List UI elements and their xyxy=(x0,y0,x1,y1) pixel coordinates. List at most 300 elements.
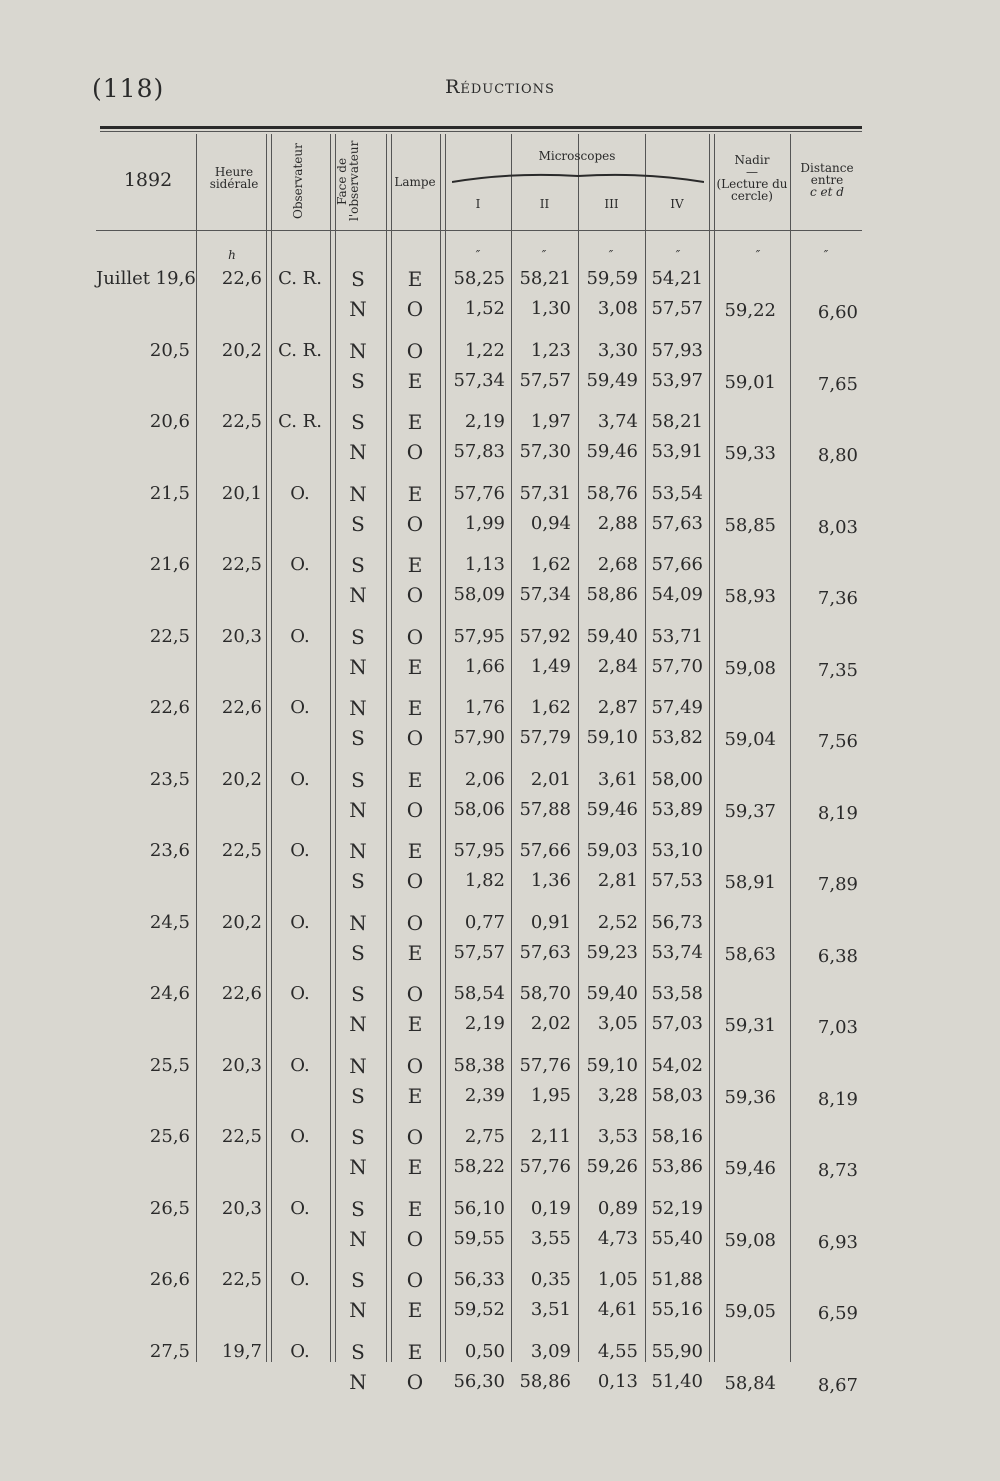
cell-micro-2: 3,09 xyxy=(530,1340,571,1362)
cell-nadir: 59,37 xyxy=(724,800,776,822)
cell-micro-1: 1,82 xyxy=(464,870,505,891)
cell-micro-2: 57,63 xyxy=(519,941,571,963)
cell-micro-1: 59,55 xyxy=(453,1227,505,1249)
unit-micro-2: ″ xyxy=(541,248,547,262)
cell-face: N xyxy=(349,481,367,506)
cell-micro-4: 53,89 xyxy=(651,798,703,820)
cell-micro-4: 55,90 xyxy=(651,1340,703,1362)
cell-micro-4: 53,97 xyxy=(651,369,703,391)
cell-lamp: O xyxy=(406,1268,424,1292)
cell-micro-3: 59,03 xyxy=(586,840,638,861)
cell-micro-2: 57,31 xyxy=(519,482,571,504)
cell-micro-2: 58,21 xyxy=(519,268,571,289)
cell-lamp: E xyxy=(407,839,423,863)
cell-observer: O. xyxy=(290,983,310,1004)
cell-micro-2: 57,76 xyxy=(519,1156,571,1177)
cell-face: N xyxy=(349,440,367,464)
cell-observer: C. R. xyxy=(278,268,322,289)
cell-micro-4: 54,02 xyxy=(651,1054,703,1076)
cell-micro-1: 2,19 xyxy=(464,1013,505,1034)
cell-micro-3: 59,59 xyxy=(586,268,638,289)
table-row xyxy=(0,483,1000,553)
unit-micro-3: ″ xyxy=(608,248,614,262)
cell-micro-4: 57,66 xyxy=(651,554,703,575)
cell-micro-2: 1,97 xyxy=(530,411,571,432)
cell-micro-4: 52,19 xyxy=(651,1197,703,1219)
cell-date: 24,5 xyxy=(149,911,190,933)
cell-micro-4: 53,54 xyxy=(651,482,703,504)
cell-micro-2: 57,76 xyxy=(519,1054,571,1076)
cell-nadir: 59,22 xyxy=(724,300,776,321)
cell-observer: O. xyxy=(290,840,310,861)
cell-face: N xyxy=(349,654,367,679)
cell-face: S xyxy=(351,624,365,649)
cell-distance: 7,35 xyxy=(817,659,858,681)
cell-micro-3: 2,88 xyxy=(597,512,638,534)
cell-face: N xyxy=(349,696,367,720)
cell-micro-3: 59,49 xyxy=(586,369,638,391)
cell-nadir: 59,36 xyxy=(724,1086,776,1108)
cell-micro-4: 53,58 xyxy=(651,983,703,1004)
cell-distance: 7,89 xyxy=(817,874,858,895)
cell-micro-2: 3,51 xyxy=(530,1299,571,1320)
cell-observer: O. xyxy=(290,911,310,933)
cell-distance: 8,03 xyxy=(817,516,858,538)
cell-micro-3: 59,26 xyxy=(586,1156,638,1177)
cell-micro-4: 57,63 xyxy=(651,512,703,534)
cell-lamp: O xyxy=(406,726,424,750)
table-row xyxy=(0,983,1000,1053)
cell-distance: 7,03 xyxy=(817,1017,858,1038)
cell-micro-3: 0,89 xyxy=(597,1197,638,1219)
cell-nadir: 59,46 xyxy=(724,1158,776,1179)
cell-observer: O. xyxy=(290,1054,310,1076)
cell-face: N xyxy=(349,338,367,363)
cell-micro-2: 58,70 xyxy=(519,983,571,1004)
header-micro-4: IV xyxy=(670,197,684,211)
cell-lamp: E xyxy=(407,1339,423,1364)
cell-nadir: 59,04 xyxy=(724,729,776,750)
cell-distance: 6,38 xyxy=(817,945,858,967)
table-row xyxy=(0,912,1000,982)
cell-micro-1: 1,22 xyxy=(464,339,505,361)
cell-heure: 22,5 xyxy=(221,1126,262,1147)
cell-micro-2: 58,86 xyxy=(519,1370,571,1392)
cell-observer: C. R. xyxy=(278,411,322,432)
cell-observer: O. xyxy=(290,482,310,504)
cell-micro-1: 57,76 xyxy=(453,482,505,504)
header-nadir-sub: (Lecture du cercle) xyxy=(716,177,788,203)
cell-lamp: O xyxy=(406,1369,424,1394)
cell-nadir: 58,63 xyxy=(724,943,776,965)
cell-face: S xyxy=(351,553,365,577)
cell-face: S xyxy=(351,982,365,1006)
cell-micro-2: 57,92 xyxy=(519,625,571,647)
cell-micro-1: 2,75 xyxy=(464,1126,505,1147)
cell-micro-4: 53,91 xyxy=(651,441,703,462)
cell-micro-1: 57,57 xyxy=(453,941,505,963)
header-face: Face de l'observateur xyxy=(335,140,361,222)
cell-date: 21,5 xyxy=(149,482,190,504)
cell-nadir: 59,08 xyxy=(724,1229,776,1251)
cell-micro-4: 53,82 xyxy=(651,727,703,748)
cell-distance: 8,73 xyxy=(817,1160,858,1181)
cell-observer: O. xyxy=(290,1340,310,1362)
cell-face: N xyxy=(349,1155,367,1179)
cell-face: N xyxy=(349,1369,367,1394)
cell-micro-2: 0,91 xyxy=(530,911,571,933)
cell-micro-1: 57,95 xyxy=(453,625,505,647)
cell-micro-1: 57,95 xyxy=(453,840,505,861)
cell-heure: 22,6 xyxy=(221,983,262,1004)
page-number: (118) xyxy=(92,74,165,103)
cell-date: 21,6 xyxy=(149,554,190,575)
cell-micro-1: 57,83 xyxy=(453,441,505,462)
cell-micro-3: 2,81 xyxy=(597,870,638,891)
cell-micro-2: 1,62 xyxy=(530,554,571,575)
cell-lamp: E xyxy=(407,767,423,792)
cell-nadir: 58,85 xyxy=(724,514,776,536)
cell-micro-3: 59,10 xyxy=(586,727,638,748)
cell-micro-2: 57,66 xyxy=(519,840,571,861)
cell-lamp: E xyxy=(407,553,423,577)
cell-face: S xyxy=(351,1339,365,1364)
cell-date: Juillet 19,6 xyxy=(96,268,196,289)
cell-micro-4: 58,00 xyxy=(651,768,703,790)
unit-micro-4: ″ xyxy=(675,248,681,262)
table-row xyxy=(0,840,1000,910)
table-row xyxy=(0,1269,1000,1339)
cell-micro-3: 4,61 xyxy=(597,1299,638,1320)
cell-micro-2: 0,19 xyxy=(530,1197,571,1219)
cell-lamp: O xyxy=(406,910,424,935)
header-distance-cd: c et d xyxy=(810,185,844,199)
cell-micro-4: 58,16 xyxy=(651,1126,703,1147)
cell-observer: O. xyxy=(290,554,310,575)
cell-micro-2: 57,30 xyxy=(519,441,571,462)
cell-micro-3: 59,46 xyxy=(586,441,638,462)
cell-date: 20,6 xyxy=(149,411,190,432)
cell-micro-4: 53,86 xyxy=(651,1156,703,1177)
cell-lamp: O xyxy=(406,511,424,536)
top-rule-thin xyxy=(100,131,862,132)
cell-lamp: O xyxy=(406,624,424,649)
cell-micro-3: 59,46 xyxy=(586,798,638,820)
table-row xyxy=(0,1198,1000,1268)
cell-micro-4: 54,21 xyxy=(651,268,703,289)
cell-micro-2: 0,94 xyxy=(530,512,571,534)
cell-micro-1: 59,52 xyxy=(453,1299,505,1320)
microscopes-brace xyxy=(452,168,704,184)
cell-micro-1: 58,09 xyxy=(453,584,505,605)
cell-face: N xyxy=(349,1226,367,1251)
cell-date: 25,6 xyxy=(149,1126,190,1147)
table-row xyxy=(0,1055,1000,1125)
cell-observer: O. xyxy=(290,625,310,647)
cell-micro-3: 4,73 xyxy=(597,1227,638,1249)
cell-distance: 6,60 xyxy=(817,302,858,323)
cell-micro-3: 2,87 xyxy=(597,697,638,718)
cell-face: S xyxy=(351,1083,365,1108)
header-nadir-dash: — xyxy=(746,165,758,179)
cell-micro-4: 51,88 xyxy=(651,1269,703,1290)
cell-distance: 8,67 xyxy=(817,1374,858,1396)
cell-micro-3: 0,13 xyxy=(597,1370,638,1392)
cell-face: N xyxy=(349,583,367,607)
cell-lamp: E xyxy=(407,267,423,291)
cell-micro-3: 2,84 xyxy=(597,655,638,677)
cell-micro-4: 57,03 xyxy=(651,1013,703,1034)
cell-face: S xyxy=(351,869,365,893)
cell-lamp: E xyxy=(407,654,423,679)
cell-micro-3: 3,61 xyxy=(597,768,638,790)
cell-micro-2: 57,79 xyxy=(519,727,571,748)
cell-micro-3: 2,52 xyxy=(597,911,638,933)
cell-face: N xyxy=(349,839,367,863)
cell-micro-1: 58,25 xyxy=(453,268,505,289)
cell-micro-1: 1,13 xyxy=(464,554,505,575)
cell-micro-2: 57,57 xyxy=(519,369,571,391)
cell-face: N xyxy=(349,1053,367,1078)
cell-observer: O. xyxy=(290,768,310,790)
cell-micro-1: 0,77 xyxy=(464,911,505,933)
table-row xyxy=(0,268,1000,338)
cell-micro-4: 57,93 xyxy=(651,339,703,361)
cell-lamp: O xyxy=(406,1226,424,1251)
unit-heure: h xyxy=(228,248,236,262)
cell-observer: O. xyxy=(290,1126,310,1147)
cell-face: S xyxy=(351,940,365,965)
cell-micro-4: 53,71 xyxy=(651,625,703,647)
cell-date: 22,6 xyxy=(149,697,190,718)
cell-lamp: E xyxy=(407,940,423,965)
header-micro-2: II xyxy=(539,197,550,211)
table-row xyxy=(0,1126,1000,1196)
cell-micro-2: 2,11 xyxy=(530,1126,571,1147)
cell-micro-3: 3,74 xyxy=(597,411,638,432)
cell-lamp: O xyxy=(406,297,424,321)
table-row xyxy=(0,340,1000,410)
cell-micro-1: 57,34 xyxy=(453,369,505,391)
cell-micro-2: 57,34 xyxy=(519,584,571,605)
cell-nadir: 59,01 xyxy=(724,371,776,393)
cell-micro-4: 53,10 xyxy=(651,840,703,861)
cell-distance: 8,80 xyxy=(817,445,858,466)
cell-heure: 20,1 xyxy=(221,482,262,504)
cell-micro-2: 1,95 xyxy=(530,1084,571,1106)
cell-micro-3: 3,08 xyxy=(597,298,638,319)
header-year: 1892 xyxy=(123,169,173,191)
cell-micro-2: 57,88 xyxy=(519,798,571,820)
header-micro-3: III xyxy=(604,197,619,211)
cell-micro-4: 51,40 xyxy=(651,1370,703,1392)
cell-observer: C. R. xyxy=(278,339,322,361)
cell-observer: O. xyxy=(290,1197,310,1219)
cell-heure: 20,2 xyxy=(221,768,262,790)
cell-observer: O. xyxy=(290,697,310,718)
header-distance: Distance entre xyxy=(800,161,854,187)
cell-lamp: O xyxy=(406,982,424,1006)
cell-heure: 20,3 xyxy=(221,1197,262,1219)
cell-micro-3: 59,40 xyxy=(586,983,638,1004)
cell-micro-1: 58,06 xyxy=(453,798,505,820)
cell-date: 23,5 xyxy=(149,768,190,790)
cell-micro-3: 1,05 xyxy=(597,1269,638,1290)
cell-distance: 6,93 xyxy=(817,1231,858,1253)
cell-micro-2: 1,62 xyxy=(530,697,571,718)
cell-micro-4: 57,53 xyxy=(651,870,703,891)
unit-nadir: ″ xyxy=(755,248,761,262)
cell-micro-4: 57,70 xyxy=(651,655,703,677)
cell-nadir: 59,05 xyxy=(724,1301,776,1322)
cell-micro-1: 1,52 xyxy=(464,298,505,319)
cell-heure: 22,5 xyxy=(221,554,262,575)
cell-micro-3: 2,68 xyxy=(597,554,638,575)
cell-face: N xyxy=(349,1298,367,1322)
cell-micro-1: 56,10 xyxy=(453,1197,505,1219)
cell-distance: 7,65 xyxy=(817,373,858,395)
cell-micro-2: 1,23 xyxy=(530,339,571,361)
cell-nadir: 59,08 xyxy=(724,657,776,679)
cell-lamp: O xyxy=(406,1125,424,1149)
cell-lamp: E xyxy=(407,1083,423,1108)
header-micro-1: I xyxy=(475,197,481,211)
cell-micro-4: 54,09 xyxy=(651,584,703,605)
cell-lamp: E xyxy=(407,410,423,434)
cell-distance: 7,56 xyxy=(817,731,858,752)
table-row xyxy=(0,1341,1000,1411)
cell-heure: 20,3 xyxy=(221,625,262,647)
table-row xyxy=(0,697,1000,767)
cell-lamp: O xyxy=(406,1053,424,1078)
cell-lamp: O xyxy=(406,338,424,363)
cell-date: 20,5 xyxy=(149,339,190,361)
cell-micro-1: 1,76 xyxy=(464,697,505,718)
cell-micro-2: 3,55 xyxy=(530,1227,571,1249)
cell-micro-2: 2,02 xyxy=(530,1013,571,1034)
cell-date: 23,6 xyxy=(149,840,190,861)
cell-micro-3: 3,28 xyxy=(597,1084,638,1106)
cell-micro-1: 58,22 xyxy=(453,1156,505,1177)
cell-micro-4: 58,03 xyxy=(651,1084,703,1106)
cell-distance: 8,19 xyxy=(817,1088,858,1110)
cell-heure: 20,2 xyxy=(221,339,262,361)
units-row xyxy=(0,248,1000,264)
cell-face: S xyxy=(351,1196,365,1221)
header-observateur: Observateur xyxy=(291,143,305,219)
cell-micro-4: 57,57 xyxy=(651,298,703,319)
cell-heure: 22,5 xyxy=(221,840,262,861)
cell-heure: 22,5 xyxy=(221,1269,262,1290)
cell-lamp: E xyxy=(407,481,423,506)
cell-distance: 8,19 xyxy=(817,802,858,824)
cell-date: 26,5 xyxy=(149,1197,190,1219)
cell-observer: O. xyxy=(290,1269,310,1290)
cell-lamp: O xyxy=(406,797,424,822)
cell-heure: 19,7 xyxy=(221,1340,262,1362)
unit-micro-1: ″ xyxy=(475,248,481,262)
cell-micro-4: 53,74 xyxy=(651,941,703,963)
cell-micro-4: 58,21 xyxy=(651,411,703,432)
cell-face: S xyxy=(351,726,365,750)
cell-face: S xyxy=(351,767,365,792)
header-bottom-rule xyxy=(96,230,862,231)
header-microscopes: Microscopes xyxy=(538,149,616,163)
cell-lamp: E xyxy=(407,696,423,720)
cell-micro-3: 58,76 xyxy=(586,482,638,504)
cell-lamp: E xyxy=(407,1298,423,1322)
table-row xyxy=(0,554,1000,624)
cell-distance: 6,59 xyxy=(817,1303,858,1324)
table-row xyxy=(0,411,1000,481)
cell-micro-1: 2,06 xyxy=(464,768,505,790)
cell-micro-2: 1,49 xyxy=(530,655,571,677)
cell-nadir: 59,31 xyxy=(724,1015,776,1036)
cell-micro-1: 56,30 xyxy=(453,1370,505,1392)
cell-lamp: E xyxy=(407,1155,423,1179)
cell-face: S xyxy=(351,1125,365,1149)
cell-lamp: O xyxy=(406,869,424,893)
cell-face: N xyxy=(349,297,367,321)
cell-micro-3: 59,40 xyxy=(586,625,638,647)
cell-heure: 22,6 xyxy=(221,268,262,289)
cell-micro-3: 3,30 xyxy=(597,339,638,361)
cell-date: 27,5 xyxy=(149,1340,190,1362)
cell-face: S xyxy=(351,410,365,434)
cell-micro-1: 56,33 xyxy=(453,1269,505,1290)
cell-micro-3: 59,23 xyxy=(586,941,638,963)
cell-micro-4: 55,16 xyxy=(651,1299,703,1320)
cell-micro-3: 3,53 xyxy=(597,1126,638,1147)
cell-micro-4: 55,40 xyxy=(651,1227,703,1249)
cell-date: 22,5 xyxy=(149,625,190,647)
cell-micro-2: 1,36 xyxy=(530,870,571,891)
table-row xyxy=(0,769,1000,839)
cell-micro-3: 58,86 xyxy=(586,584,638,605)
cell-micro-1: 2,39 xyxy=(464,1084,505,1106)
cell-distance: 7,36 xyxy=(817,588,858,609)
cell-lamp: E xyxy=(407,1196,423,1221)
cell-date: 25,5 xyxy=(149,1054,190,1076)
cell-micro-1: 0,50 xyxy=(464,1340,505,1362)
cell-face: N xyxy=(349,1012,367,1036)
cell-micro-1: 2,19 xyxy=(464,411,505,432)
cell-micro-1: 58,38 xyxy=(453,1054,505,1076)
cell-face: S xyxy=(351,267,365,291)
header-nadir: Nadir xyxy=(734,153,770,167)
cell-heure: 20,2 xyxy=(221,911,262,933)
cell-micro-1: 1,99 xyxy=(464,512,505,534)
cell-lamp: O xyxy=(406,440,424,464)
cell-micro-4: 56,73 xyxy=(651,911,703,933)
cell-face: N xyxy=(349,910,367,935)
cell-micro-3: 59,10 xyxy=(586,1054,638,1076)
cell-face: N xyxy=(349,797,367,822)
cell-face: S xyxy=(351,511,365,536)
cell-heure: 22,5 xyxy=(221,411,262,432)
cell-micro-3: 3,05 xyxy=(597,1013,638,1034)
table-row xyxy=(0,626,1000,696)
cell-face: S xyxy=(351,1268,365,1292)
cell-micro-3: 4,55 xyxy=(597,1340,638,1362)
cell-date: 24,6 xyxy=(149,983,190,1004)
cell-micro-2: 0,35 xyxy=(530,1269,571,1290)
running-title: Réductions xyxy=(445,76,555,98)
cell-nadir: 58,91 xyxy=(724,872,776,893)
header-heure: Heure sidérale xyxy=(209,165,259,191)
cell-heure: 22,6 xyxy=(221,697,262,718)
cell-lamp: E xyxy=(407,368,423,393)
